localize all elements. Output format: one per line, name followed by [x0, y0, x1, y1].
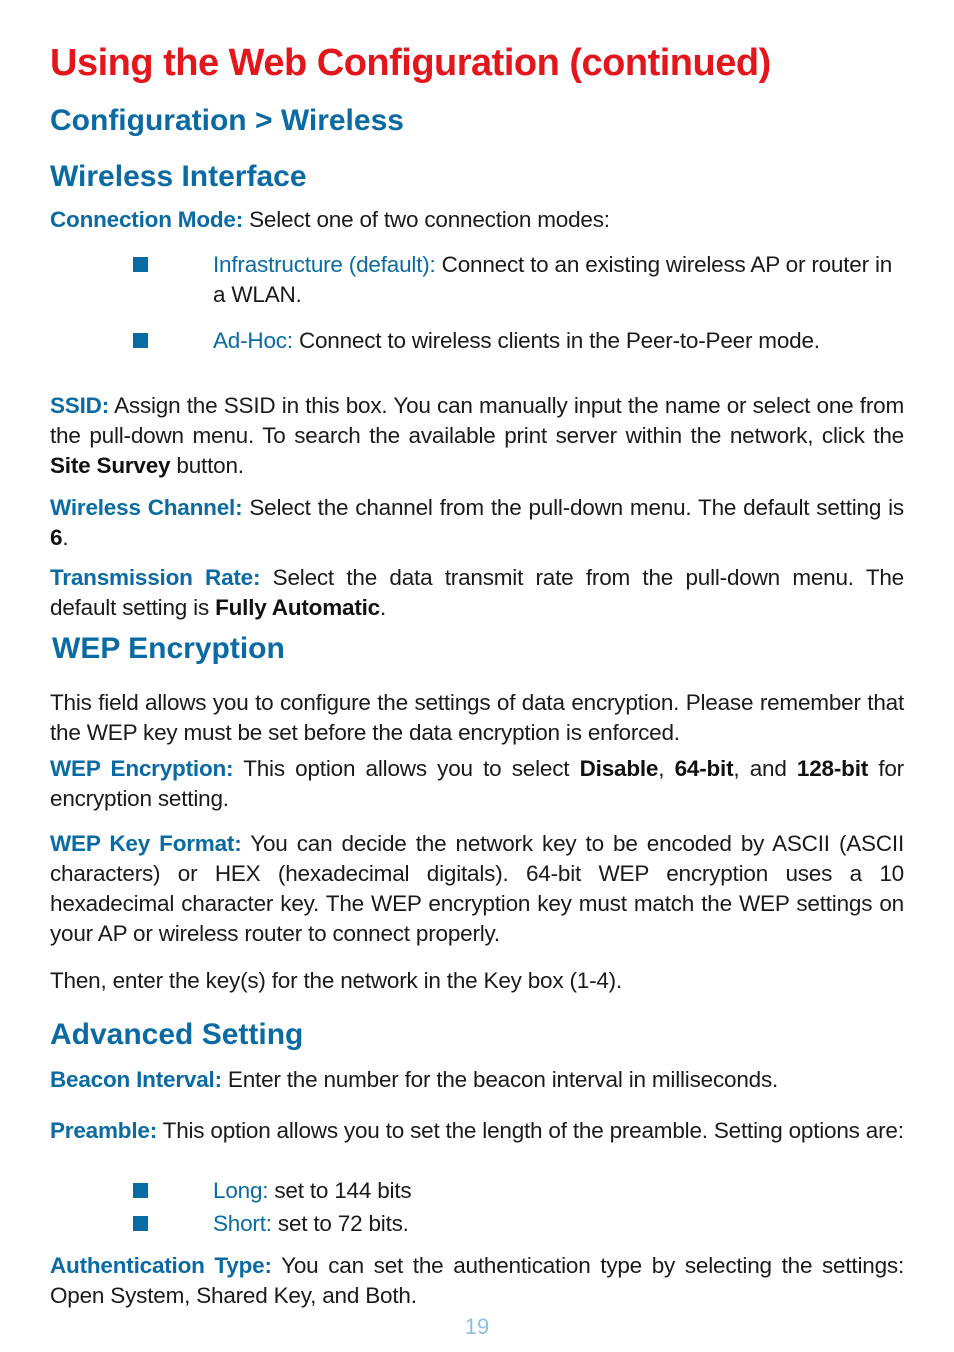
option-64-bit: 64-bit	[674, 756, 734, 781]
list-item	[213, 250, 893, 310]
list-item-label: Infrastructure (default):	[213, 252, 436, 277]
wep-key-format-label: WEP Key Format:	[50, 831, 242, 856]
list-item	[213, 326, 893, 356]
connection-mode-label: Connection Mode:	[50, 207, 244, 232]
wireless-channel-paragraph	[50, 493, 904, 553]
list-item-label: Short:	[213, 1211, 272, 1236]
ssid-text-end: button.	[170, 453, 244, 478]
preamble-paragraph	[50, 1116, 904, 1146]
heading-wireless-interface: Wireless Interface	[50, 160, 307, 193]
authentication-type-paragraph	[50, 1251, 904, 1311]
bullet-square-icon	[133, 257, 148, 272]
default-channel-value: 6	[50, 525, 63, 550]
wep-encryption-text: This option allows you to select	[233, 756, 580, 781]
connection-mode-paragraph	[50, 205, 904, 235]
list-item-text: Connect to wireless clients in the Peer-to-Peer mode.	[292, 328, 820, 353]
wep-intro-paragraph: This field allows you to configure the settings of data encryption. Please remember that the WEP key must be set before the data encryption is enforced.	[50, 690, 904, 745]
wep-encryption-label: WEP Encryption:	[50, 756, 234, 781]
wep-encryption-sep: , and	[733, 756, 797, 781]
ssid-paragraph	[50, 391, 904, 481]
preamble-text: This option allows you to set the length of the preamble. Setting options are:	[157, 1118, 904, 1143]
wep-encryption-text-end: for encryption setting.	[50, 756, 904, 811]
breadcrumb: Configuration > Wireless	[50, 104, 404, 137]
key-entry-paragraph: Then, enter the key(s) for the network in the Key box (1-4).	[50, 968, 623, 993]
wireless-channel-text: Select the channel from the pull-down menu. The default setting is	[242, 495, 904, 520]
heading-advanced-setting: Advanced Setting	[50, 1018, 304, 1051]
list-item-text: Connect to an existing wireless AP or router in a WLAN.	[213, 252, 893, 307]
connection-mode-text: Select one of two connection modes:	[243, 207, 610, 232]
ssid-text: Assign the SSID in this box. You can manually input the name or select one from the pull-down menu. To search the available print server within the network, click the	[50, 393, 904, 448]
beacon-interval-paragraph	[50, 1065, 904, 1095]
wep-key-format-paragraph	[50, 829, 904, 949]
authentication-type-label: Authentication Type:	[50, 1253, 272, 1278]
page-number: 19	[464, 1314, 490, 1339]
wep-encryption-sep: ,	[658, 756, 675, 781]
list-item	[213, 1176, 893, 1206]
bullet-square-icon	[133, 1183, 148, 1198]
transmission-rate-label: Transmission Rate:	[50, 565, 261, 590]
list-item-label: Ad-Hoc:	[213, 328, 293, 353]
bullet-square-icon	[133, 1216, 148, 1231]
wireless-channel-label: Wireless Channel:	[50, 495, 243, 520]
list-item	[213, 1209, 893, 1239]
list-item-text: set to 144 bits	[268, 1178, 412, 1203]
list-item-text: set to 72 bits.	[271, 1211, 409, 1236]
ssid-label: SSID:	[50, 393, 110, 418]
default-rate-value: Fully Automatic	[215, 595, 380, 620]
option-128-bit: 128-bit	[796, 756, 869, 781]
list-item-label: Long:	[213, 1178, 269, 1203]
preamble-label: Preamble:	[50, 1118, 157, 1143]
heading-wep-encryption: WEP Encryption	[52, 632, 285, 665]
transmission-rate-paragraph	[50, 563, 904, 623]
transmission-rate-text-end: .	[380, 595, 387, 620]
beacon-interval-label: Beacon Interval:	[50, 1067, 222, 1092]
site-survey-term: Site Survey	[50, 453, 171, 478]
wep-encryption-paragraph	[50, 754, 904, 814]
transmission-rate-text: Select the data transmit rate from the pull-down menu. The default setting is	[50, 565, 904, 620]
beacon-interval-text: Enter the number for the beacon interval in milliseconds.	[221, 1067, 779, 1092]
option-disable: Disable	[579, 756, 659, 781]
bullet-square-icon	[133, 333, 148, 348]
wep-key-format-text: You can decide the network key to be encoded by ASCII (ASCII characters) or HEX (hexadecimal digitals). 64-bit WEP encryption uses a 10 hexadecimal character key. The WEP encryption key must match the WEP settings on your AP or wireless router to connect properly.	[50, 831, 905, 946]
page-title: Using the Web Configuration (continued)	[50, 42, 771, 84]
authentication-type-text: You can set the authentication type by selecting the settings: Open System, Shared Key, and Both.	[50, 1253, 905, 1308]
wireless-channel-text-end: .	[62, 525, 69, 550]
